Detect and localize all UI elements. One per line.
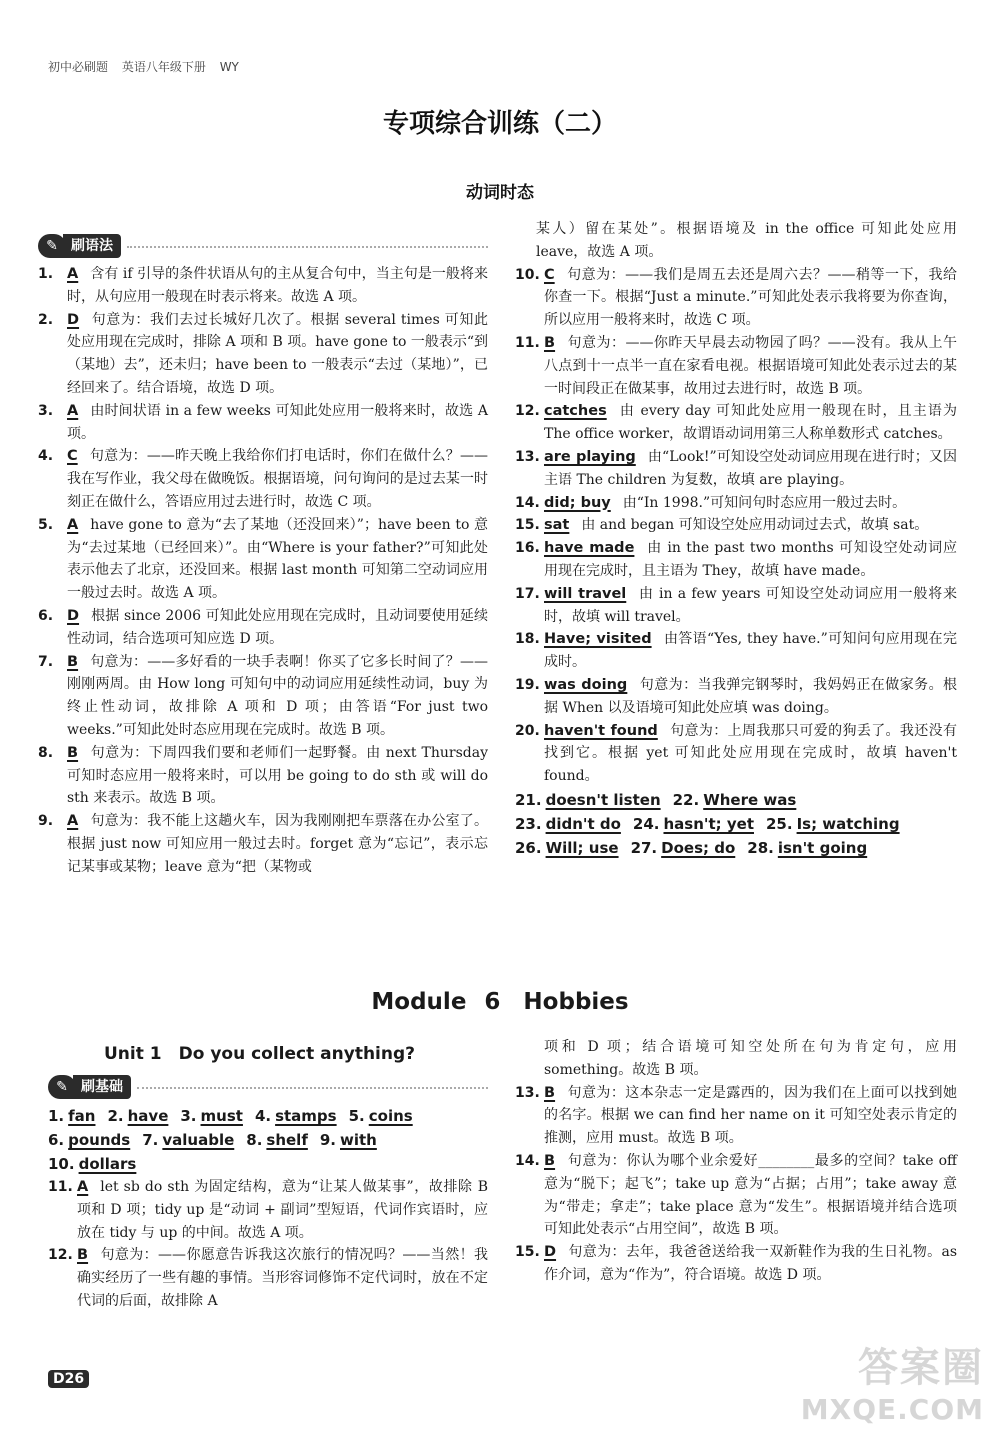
item-number: 27. <box>630 838 658 857</box>
item-explanation <box>67 309 488 400</box>
answer-item <box>48 1244 488 1312</box>
item-text: 由答语“Yes, they have.”可知问句应用现在完成时。 <box>544 631 957 671</box>
item-explanation <box>544 1082 957 1150</box>
item-answer: A <box>67 402 79 419</box>
item-answer: didn't do <box>545 814 621 833</box>
item-explanation <box>77 1176 488 1244</box>
answer-item <box>515 583 957 629</box>
answer-item <box>38 309 488 400</box>
answer-item <box>38 651 488 742</box>
page-title: 专项综合训练（二） <box>382 109 617 139</box>
item-number: 3. <box>38 402 54 419</box>
item-number: 7. <box>142 1131 159 1149</box>
item-text: 根据 since 2006 可知此处应用现在完成时，且动词要使用延续性动词，结合选项可知应选 D 项。 <box>67 607 488 647</box>
item-answer: fan <box>68 1107 96 1125</box>
item-answer: A <box>67 266 79 282</box>
watermark <box>801 1336 984 1426</box>
item-answer: B <box>77 1247 89 1264</box>
item-text: 句意为：我不能上这趟火车，因为我刚刚把车票落在办公室了。根据 just now 可知应用一般过去时。forget 意为“忘记”，表示忘记某事或某物；leave 意为“把（某物或 <box>67 813 488 875</box>
item-answer: with <box>340 1131 377 1149</box>
answer-item <box>48 1176 488 1244</box>
item-explanation <box>544 492 906 515</box>
item-answer: was doing <box>544 676 628 693</box>
item-number: 12. <box>515 403 540 420</box>
item-text: 句意为：——多好看的一块手表啊！你买了它多长时间了？——刚刚两周。由 How long 可知句中的动词应用延续性动词，buy 为终止性动词，故排除 A 项和 D 项；由答语“For just two weeks.”可知此处时态应用现在完成时。故选 B 项。 <box>67 653 488 738</box>
item-answer: C <box>67 448 78 465</box>
item-number: 15. <box>515 517 540 534</box>
item-answer: D <box>67 607 80 624</box>
item-explanation <box>67 605 488 651</box>
item-number: 3. <box>180 1107 197 1125</box>
short-answer-row <box>515 836 957 860</box>
item-number: 6. <box>38 607 54 624</box>
answer-item <box>515 1241 957 1287</box>
item-number: 13. <box>515 448 540 465</box>
answer-item <box>38 605 488 651</box>
item-number: 19. <box>515 676 540 693</box>
tag-divider <box>137 1086 488 1089</box>
item-number: 5. <box>348 1107 365 1125</box>
item-text: 句意为：我们去过长城好几次了。根据 several times 可知此处应用现在完成时，排除 A 项和 B 项。have gone to 一般表示“到（某地）去”，还未归；have been to 一般表示“去过（某地）”，已经回来了。结合语境，故选 D 项。 <box>67 311 489 396</box>
unit-title: Unit 1 Do you collect anything? <box>104 1044 416 1064</box>
item-answer: catches <box>544 403 607 420</box>
item-answer: haven't found <box>544 722 658 739</box>
item-answer: Will; use <box>545 838 619 857</box>
answer-item <box>38 514 488 605</box>
series-name: 初中必刷题 <box>48 60 109 74</box>
watermark-logo: 答案圈 <box>858 1345 984 1391</box>
item-answer: D <box>67 311 80 328</box>
item-explanation <box>544 514 928 537</box>
short-answer-row <box>48 1104 488 1128</box>
item-answer: valuable <box>162 1131 235 1149</box>
item-answer: dollars <box>78 1155 137 1173</box>
item-number: 11. <box>515 334 540 351</box>
item-number: 2. <box>38 311 54 328</box>
page-number: D26 <box>48 1370 89 1388</box>
item-number: 25. <box>766 814 793 833</box>
item-answer: Is; watching <box>796 814 900 833</box>
item-answer: isn't going <box>777 838 868 857</box>
item-explanation <box>67 263 488 309</box>
item-text: 句意为：上周我那只可爱的狗丢了。我还没有找到它。根据 yet 可知此处应用现在完成时，故填 haven't found。 <box>544 722 957 785</box>
basics-tag <box>48 1072 488 1102</box>
item-explanation <box>544 720 957 788</box>
answer-item <box>38 742 488 810</box>
answer-item <box>515 628 957 674</box>
item-answer: doesn't listen <box>545 790 661 809</box>
item-answer: B <box>544 334 556 351</box>
item-answer: D <box>544 1244 557 1261</box>
item-text: let sb do sth 为固定结构，意为“让某人做某事”，故排除 B 项和 D 项；tidy up 是“动词 + 副词”型短语，代词作宾语时，应放在 tidy 与 up 的中间。故选 A 项。 <box>77 1179 488 1241</box>
answer-item <box>515 1082 957 1150</box>
item-explanation <box>544 1150 957 1241</box>
short-answer-row <box>515 788 957 812</box>
book-name: 英语八年级下册 <box>121 60 206 74</box>
item-text: 句意为：——你愿意告诉我这次旅行的情况吗？——当然！我确实经历了一些有趣的事情。当形容词修饰不定代词时，放在不定代词的后面，故排除 A <box>77 1247 488 1309</box>
item-explanation <box>544 583 957 629</box>
module-left-column <box>48 1036 488 1313</box>
item-answer: Where was <box>703 790 797 809</box>
module-right-answer-list <box>515 1082 957 1287</box>
item-text: have gone to 意为“去了某地（还没回来）”；have been to 意为“去过某地（已经回来）”。由“Where is your father?”可知此处表示他去了北京，还没回来。根据 last month 可知第二空动词应用一般过去时。故选 A 项。 <box>67 516 488 602</box>
item-number: 18. <box>515 631 540 648</box>
item-number: 5. <box>38 516 54 533</box>
item-number: 23. <box>515 814 542 833</box>
item-number: 13. <box>515 1084 540 1101</box>
item-text: 由 every day 可知此处应用一般现在时，且主语为 The office worker，故谓语动词用第三人称单数形式 catches。 <box>544 403 957 443</box>
short-answer-row <box>48 1128 488 1152</box>
item-number: 9. <box>319 1131 336 1149</box>
item-answer: Does; do <box>661 838 736 857</box>
item-number: 12. <box>48 1247 73 1264</box>
item-explanation <box>67 514 488 605</box>
item-text: 句意为：——我们是周五去还是周六去？——稍等一下，我给你查一下。根据“Just a minute.”可知此处表示我将要为你查询，所以应用一般将来时，故选 C 项。 <box>544 266 957 329</box>
item-number: 4. <box>38 448 54 465</box>
module-title: Module 6 Hobbies <box>371 989 629 1015</box>
item-answer: stamps <box>275 1107 337 1125</box>
item-number: 10. <box>515 266 540 283</box>
item-answer: sat <box>544 517 570 534</box>
item-answer: C <box>544 266 555 283</box>
fill-in-answer-rows <box>48 1104 488 1176</box>
item-explanation <box>77 1244 488 1312</box>
section-title: 动词时态 <box>466 183 534 203</box>
short-answer-row <box>515 812 957 836</box>
item-explanation <box>544 537 957 583</box>
answer-item <box>515 720 957 788</box>
answer-item <box>515 400 957 446</box>
item-explanation <box>67 651 488 742</box>
item-text: 句意为：你认为哪个业余爱好________最多的空间？take off 意为“脱下；起飞”；take up 意为“占据；占用”；take away 意为“带走；拿走”；take place 意为“发生”。根据语境并结合选项可知此处表示“占用空间”，故选 B 项。 <box>544 1152 957 1238</box>
item-number: 22. <box>672 790 700 809</box>
item-answer: coins <box>368 1107 413 1125</box>
module-right-column <box>515 1036 957 1287</box>
item-explanation <box>544 400 957 446</box>
item-answer: B <box>544 1084 556 1101</box>
item-answer: A <box>67 516 79 533</box>
grammar-tag <box>38 231 488 261</box>
item-answer: Have; visited <box>544 631 652 648</box>
item-text: 句意为：去年，我爸爸送给我一双新鞋作为我的生日礼物。as 作介词，意为“作为”，符合语境。故选 D 项。 <box>544 1244 957 1283</box>
item-text: 由“In 1998.”可知问句时态应用一般过去时。 <box>622 494 907 511</box>
item-number: 17. <box>515 585 540 602</box>
item-text: 由 in the past two months 可知设空处动词应用现在完成时，且主语为 They，故填 have made。 <box>544 540 957 579</box>
item-number: 6. <box>48 1131 65 1149</box>
grammar-right-column <box>515 218 957 860</box>
tag-divider <box>127 245 488 248</box>
item-answer: are playing <box>544 448 636 465</box>
item-number: 9. <box>38 813 54 830</box>
item-text: 由 in a few years 可知设空处动词应用一般将来时，故填 will travel。 <box>544 585 957 625</box>
item-number: 28. <box>747 838 774 857</box>
item-number: 2. <box>107 1107 124 1125</box>
answer-item <box>515 446 957 492</box>
basics-tag-label: 刷基础 <box>73 1075 131 1100</box>
item-number: 4. <box>254 1107 272 1125</box>
item-explanation <box>544 264 957 332</box>
item-number: 20. <box>515 722 540 739</box>
answer-item <box>515 674 957 720</box>
item-text: 句意为：下周四我们要和老师们一起野餐。由 next Thursday 可知时态应用一般将来时，可以用 be going to do sth 或 will do sth 来表示。故选 B 项。 <box>67 744 488 807</box>
answer-item <box>515 332 957 400</box>
item-number: 8. <box>38 744 54 761</box>
item-answer: have made <box>544 540 635 557</box>
brush-icon: ✎ <box>38 234 66 258</box>
edition: WY <box>219 60 239 74</box>
item-answer: did; buy <box>544 494 611 511</box>
item-number: 15. <box>515 1244 540 1261</box>
item-number: 11. <box>48 1179 73 1195</box>
item-number: 26. <box>515 838 542 857</box>
brush-icon: ✎ <box>48 1075 76 1099</box>
answer-item <box>515 514 957 537</box>
answer-item <box>515 537 957 583</box>
item-explanation <box>544 674 957 720</box>
item-answer: have <box>127 1107 169 1125</box>
item-explanation <box>67 742 488 810</box>
item-text: 句意为：——你昨天早晨去动物园了吗？——没有。我从上午八点到十一点半一直在家看电视。根据语境可知此处表示过去的某一时间段正在做某事，故用过去进行时，故选 B 项。 <box>544 334 957 397</box>
item-number: 24. <box>632 814 660 833</box>
answer-item <box>38 810 488 878</box>
answer-item <box>38 263 488 309</box>
item-explanation <box>544 332 957 400</box>
item-answer: B <box>67 744 79 761</box>
answer-item <box>515 1150 957 1241</box>
answer-item <box>515 492 957 515</box>
item-number: 14. <box>515 1152 540 1169</box>
item-explanation <box>67 400 488 446</box>
item-answer: pounds <box>68 1131 131 1149</box>
item-explanation <box>67 810 488 878</box>
item-number: 16. <box>515 540 540 557</box>
item-answer: A <box>77 1179 89 1195</box>
item-number: 21. <box>515 790 542 809</box>
item-number: 10. <box>48 1155 75 1173</box>
continuation-text: 项和 D 项；结合语境可知空处所在句为肯定句，应用 something。故选 B 项。 <box>544 1039 957 1078</box>
item-number: 7. <box>38 653 54 670</box>
item-text: 由时间状语 in a few weeks 可知此处应用一般将来时，故选 A 项。 <box>67 402 488 442</box>
module-answer-list <box>48 1176 488 1313</box>
item-number: 1. <box>38 266 54 282</box>
item-number: 8. <box>246 1131 263 1149</box>
grammar-tag-label: 刷语法 <box>63 234 121 259</box>
item-explanation <box>544 1241 957 1287</box>
item-text: 由 and began 可知设空处应用动词过去式，故填 sat。 <box>581 517 929 534</box>
grammar-right-answer-list <box>515 264 957 788</box>
item-answer: shelf <box>266 1131 308 1149</box>
item-answer: B <box>544 1152 556 1169</box>
item-number: 14. <box>515 494 540 511</box>
item-text: 句意为：——昨天晚上我给你们打电话时，你们在做什么？——我在写作业，我父母在做晚饭。根据语境，问句询问的是过去某一时刻正在做什么，答语应用过去进行时，故选 C 项。 <box>67 448 488 510</box>
item-explanation <box>544 628 957 674</box>
answer-item <box>515 264 957 332</box>
item-answer: must <box>200 1107 243 1125</box>
short-answer-rows <box>515 788 957 860</box>
item-answer: B <box>67 653 79 670</box>
item-explanation <box>544 446 957 492</box>
item-answer: hasn't; yet <box>663 814 754 833</box>
short-answer-row <box>48 1152 488 1176</box>
item-text: 由“Look!”可知设空处动词应用现在进行时；又因主语 The children 为复数，故填 are playing。 <box>544 448 958 488</box>
grammar-answer-list <box>38 263 488 879</box>
item-answer: will travel <box>544 585 627 602</box>
item-text: 句意为：这本杂志一定是露西的，因为我们在上面可以找到她的名字。根据 we can find her name on it 可知空处表示肯定的推测，应用 must。故选 B 项。 <box>544 1084 957 1147</box>
watermark-domain: MXQE.COM <box>800 1393 984 1426</box>
running-header <box>48 58 249 75</box>
item-text: 含有 if 引导的条件状语从句的主从复合句中，当主句是一般将来时，从句应用一般现在时表示将来。故选 A 项。 <box>67 266 488 305</box>
item-answer: A <box>67 813 79 830</box>
grammar-left-column <box>38 231 488 879</box>
item-text: 句意为：当我弹完钢琴时，我妈妈正在做家务。根据 When 以及语境可知此处应填 was doing。 <box>544 676 958 716</box>
answer-item <box>38 445 488 513</box>
continuation-text: 某人）留在某处”。根据语境及 in the office 可知此处应用 leave，故选 A 项。 <box>536 221 957 260</box>
item-explanation <box>67 445 488 513</box>
answer-item <box>38 400 488 446</box>
item-number: 1. <box>48 1107 65 1125</box>
